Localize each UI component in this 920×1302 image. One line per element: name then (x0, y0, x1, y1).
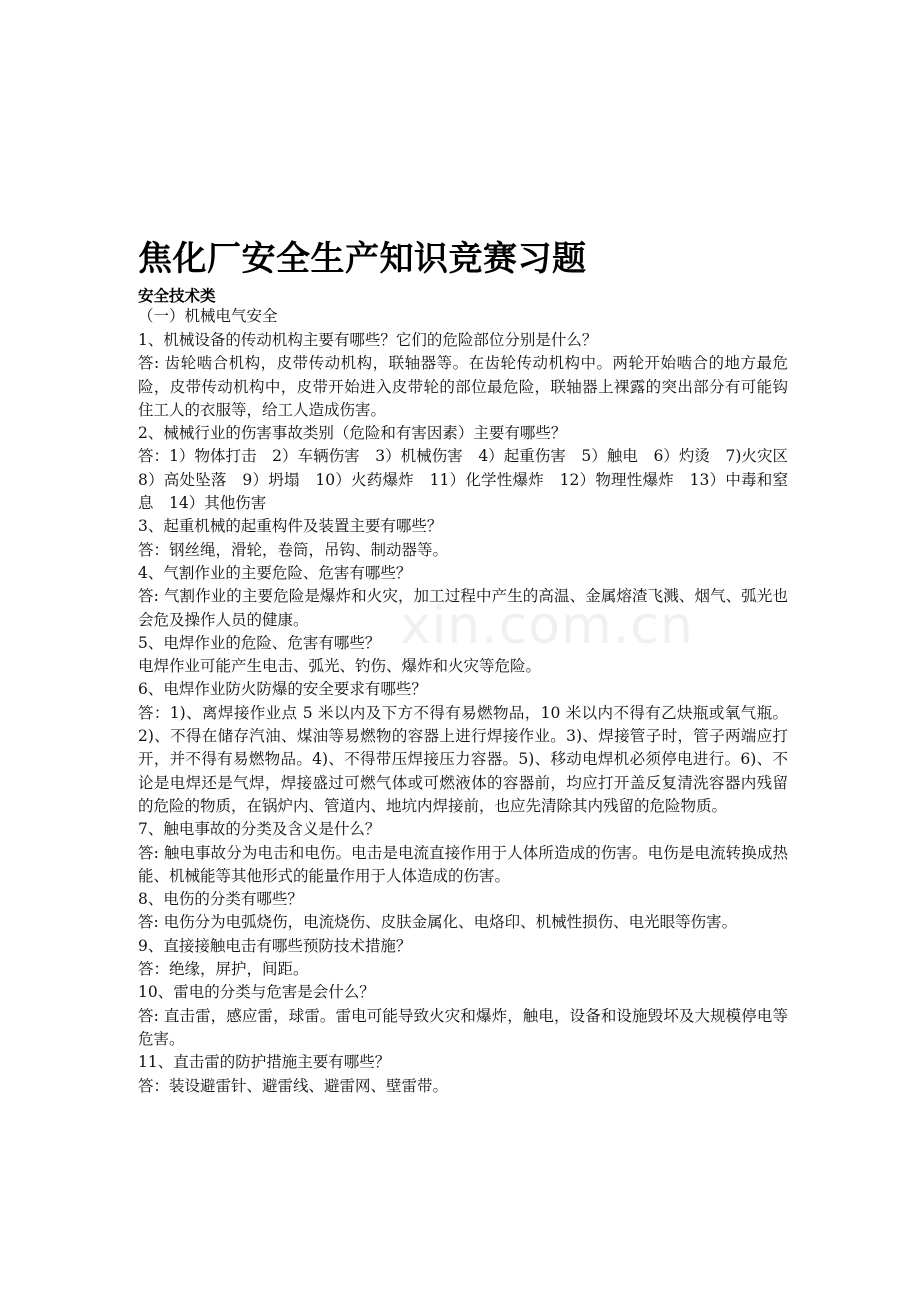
question-6: 6、电焊作业防火防爆的安全要求有哪些？ (138, 680, 427, 699)
qa-list (138, 329, 788, 1098)
answer-8: 答: 电伤分为电弧烧伤，电流烧伤、皮肤金属化、电烙印、机械性损伤、电光眼等伤害。 (138, 913, 738, 932)
watermark: xin.com.cn (400, 596, 694, 656)
question-9: 9、直接接触电击有哪些预防技术措施？ (138, 936, 412, 955)
answer-1: 答: 齿轮啮合机构，皮带传动机构，联轴器等。在齿轮传动机构中。两轮开始啮合的地方最危险，皮带传动机构中，皮带开始进入皮带轮的部位最危险，联轴器上裸露的突出部分有可能钩住工人的衣服等，给工人造成伤害。 (138, 354, 788, 419)
question-3: 3、起重机械的起重构件及装置主要有哪些？ (138, 517, 443, 536)
question-7: 7、触电事故的分类及含义是什么？ (138, 820, 381, 839)
question-2: 2、械械行业的伤害事故类别（危险和有害因素）主要有哪些？ (138, 424, 567, 443)
page-title: 焦化厂安全生产知识竞赛习题 (138, 239, 587, 279)
answer-4: 答: 气割作业的主要危险是爆炸和火灾，加工过程中产生的高温、金属熔渣飞溅、烟气、弧光也会危及操作人员的健康。 (138, 587, 788, 629)
question-5: 5、电焊作业的危险、危害有哪些？ (138, 633, 381, 652)
answer-6: 答：1)、离焊接作业点 5 米以内及下方不得有易燃物品，10 米以内不得有乙炔瓶或氧气瓶。2)、不得在储存汽油、煤油等易燃物的容器上进行焊接作业。3)、焊接管子时，管子两端应打开，并不得有易燃物品。4)、不得带压焊接压力容器。5)、移动电焊机必须停电进行。6)、不论是电焊还是气焊，焊接盛过可燃气体或可燃液体的容器前，均应打开盖反复清洗容器内残留的危险的物质，在锅炉内、管道内、地坑内焊接前，也应先清除其内残留的危险物质。 (138, 703, 788, 815)
question-4: 4、气割作业的主要危险、危害有哪些？ (138, 563, 412, 582)
question-8: 8、电伤的分类有哪些？ (138, 890, 303, 909)
answer-7: 答: 触电事故分为电击和电伤。电击是电流直接作用于人体所造成的伤害。电伤是电流转换成热能、机械能等其他形式的能量作用于人体造成的伤害。 (138, 843, 788, 885)
answer-2: 答：1）物体打击 2）车辆伤害 3）机械伤害 4）起重伤害 5）触电 6）灼烫 7)火灾区 8）高处坠落 9）坍塌 10）火药爆炸 11）化学性爆炸 12）物理性爆炸 13）中毒和窒息 14）其他伤害 (138, 447, 788, 513)
answer-3: 答：钢丝绳，滑轮，卷筒，吊钩、制动器等。 (138, 540, 449, 559)
answer-11: 答：装设避雷针、避雷线、避雷网、壁雷带。 (138, 1076, 449, 1095)
question-10: 10、雷电的分类与危害是会什么？ (138, 983, 375, 1002)
answer-10: 答: 直击雷，感应雷，球雷。雷电可能导致火灾和爆炸，触电，设备和设施毁坏及大规模停电等危害。 (138, 1006, 788, 1048)
answer-5: 电焊作业可能产生电击、弧光、钓伤、爆炸和火灾等危险。 (138, 657, 542, 676)
answer-9: 答：绝缘，屏护，间距。 (138, 960, 309, 979)
category-heading: 安全技术类 (138, 287, 216, 305)
question-1: 1、机械设备的传动机构主要有哪些？它们的危险部位分别是什么？ (138, 331, 598, 349)
section-heading: （一）机械电气安全 (138, 307, 278, 325)
question-11: 11、直击雷的防护措施主要有哪些？ (138, 1053, 391, 1072)
